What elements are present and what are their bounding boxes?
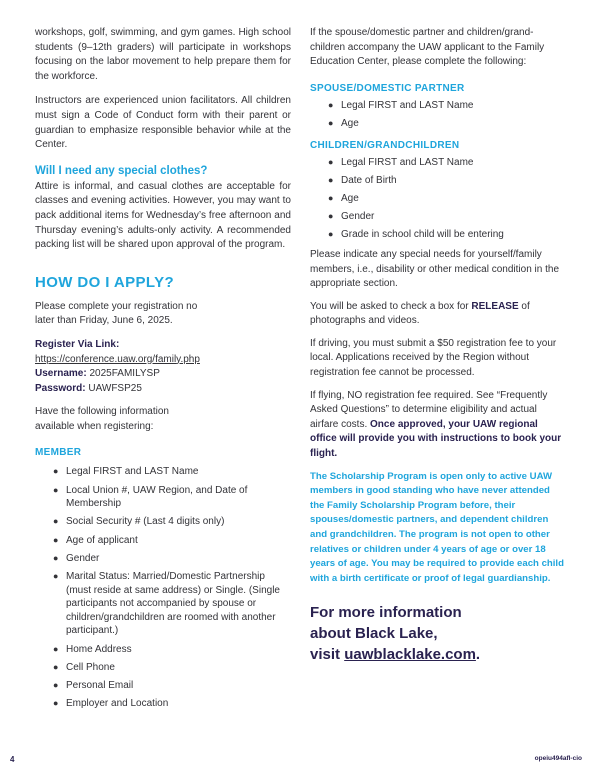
bullet-icon: ● <box>328 117 334 128</box>
list-item: ● Personal Email <box>53 679 134 691</box>
list-item: ● Age <box>328 192 359 204</box>
bullet-icon: ● <box>328 229 334 240</box>
bullet-icon: ● <box>53 484 59 495</box>
bullet-icon: ● <box>53 643 59 654</box>
password-value: UAWFSP25 <box>88 382 142 394</box>
special-needs-paragraph: Please indicate any special needs for yourself/family members, i.e., disability or other medical condition in the appropriate section. <box>310 248 560 290</box>
username-value: 2025FAMILYSP <box>89 368 160 380</box>
list-item: ● Social Security # (Last 4 digits only) <box>53 516 225 528</box>
register-link[interactable]: https://conference.uaw.org/family.php <box>35 353 200 365</box>
children-list <box>310 156 566 242</box>
release-paragraph: You will be asked to check a box for RELEASE of photographs and videos. <box>310 300 530 327</box>
password-line <box>35 382 291 397</box>
left-column <box>35 26 291 715</box>
list-item: ● Employer and Location <box>53 698 169 710</box>
spouse-heading: SPOUSE/DOMESTIC PARTNER <box>310 82 465 94</box>
bullet-icon: ● <box>53 661 59 672</box>
children-heading: CHILDREN/GRANDCHILDREN <box>310 139 460 151</box>
bullet-icon: ● <box>328 211 334 222</box>
release-keyword: RELEASE <box>471 300 519 312</box>
bullet-icon: ● <box>53 516 59 527</box>
bullet-icon: ● <box>53 679 59 690</box>
list-item: ● Legal FIRST and LAST Name <box>328 156 474 168</box>
clothes-heading: Will I need any special clothes? <box>35 164 208 177</box>
list-item: ● Gender <box>328 211 375 223</box>
list-item: ● Age of applicant <box>53 534 138 546</box>
apply-heading: HOW DO I APPLY? <box>35 273 175 291</box>
list-item: ● Legal FIRST and LAST Name <box>53 466 199 478</box>
union-tag: opeiu494afl-cio <box>534 755 582 762</box>
username-line <box>35 367 291 382</box>
username-label: Username: <box>35 368 87 380</box>
bullet-icon: ● <box>53 698 59 709</box>
right-column <box>310 26 566 665</box>
bullet-icon: ● <box>53 571 59 581</box>
apply-line-2: later than Friday, June 6, 2025. <box>35 315 173 327</box>
list-item: ● Local Union #, UAW Region, and Date of Membership <box>53 484 248 510</box>
register-label: Register Via Link: <box>35 338 120 350</box>
bullet-icon: ● <box>328 156 334 167</box>
apply-line-1: Please complete your registration no <box>35 300 198 312</box>
list-item: ● Marital Status: Married/Domestic Partnership (must reside at same address) or Single. (Single participants not accompanied by spouse or children/grandchildren are roomed with another participant.) <box>53 571 280 637</box>
more-info-line-1: For more information <box>310 604 462 622</box>
list-item: ● Legal FIRST and LAST Name <box>328 99 474 111</box>
intro-paragraph: workshops, golf, swimming, and gym games. High school students (9–12th graders) will participate in workshops focusing on the labor movement to help prepare them for the workforce. <box>35 27 291 82</box>
list-item: ● Cell Phone <box>53 661 115 673</box>
blacklake-link[interactable]: uawblacklake.com <box>344 646 476 664</box>
bullet-icon: ● <box>328 192 334 203</box>
bullet-icon: ● <box>53 552 59 563</box>
scholarship-paragraph: The Scholarship Program is open only to active UAW members in good standing who have never attended the Family Scholarship Program before, their spouses/domestic partners, and dependent children and grandchildren. The program is not open to other relatives or children under 4 years of age or over 18 years of age. You may be required to provide each child with a birth certificate or proof of legal guardianship. <box>310 470 564 584</box>
list-item: ● Grade in school child will be entering <box>328 229 504 241</box>
bullet-icon: ● <box>53 466 59 477</box>
spouse-list <box>310 99 566 131</box>
have-info-line-2: available when registering: <box>35 420 154 432</box>
page-number: 4 <box>10 755 15 764</box>
have-info-line-1: Have the following information <box>35 406 169 418</box>
bullet-icon: ● <box>328 174 334 185</box>
list-item: ● Date of Birth <box>328 174 397 186</box>
list-item: ● Home Address <box>53 643 132 655</box>
bullet-icon: ● <box>53 534 59 545</box>
list-item: ● Gender <box>53 552 100 564</box>
bullet-icon: ● <box>328 99 334 110</box>
more-info-line-3: visit uawblacklake.com. <box>310 646 481 664</box>
spouse-intro-paragraph: If the spouse/domestic partner and children/grand-children accompany the UAW applicant to the Family Education Center, please complete the following: <box>310 27 545 68</box>
more-info-block <box>310 602 566 665</box>
more-info-line-2: about Black Lake, <box>310 625 438 643</box>
instructors-paragraph: Instructors are experienced union facilitators. All children must sign a Code of Conduct form with their parent or guardian to emphasize responsible behavior while at the Center. <box>35 95 291 151</box>
clothes-paragraph: Attire is informal, and casual clothes are acceptable for classes and evening activities. However, you may want to pack additional items for Wednesday’s free afternoon and Thursday evening’s adults-only activity. A recommended packing list will be shared upon approval of the program. <box>35 180 291 251</box>
flying-bold-text: Once approved, your UAW regional office will provide you with instructions to book your flight. <box>310 418 562 460</box>
flying-paragraph: If flying, NO registration fee required. See “Frequently Asked Questions” to determine eligibility and actual airfare costs. Once approved, your UAW regional office will provide you with instructions to book your flight. <box>310 389 562 460</box>
member-heading: MEMBER <box>35 447 82 459</box>
list-item: ● Age <box>328 117 359 129</box>
password-label: Password: <box>35 382 86 394</box>
member-list <box>35 465 291 710</box>
driving-paragraph: If driving, you must submit a $50 registration fee to your local. Applications received by the Region without registration fee cannot be processed. <box>310 337 557 379</box>
